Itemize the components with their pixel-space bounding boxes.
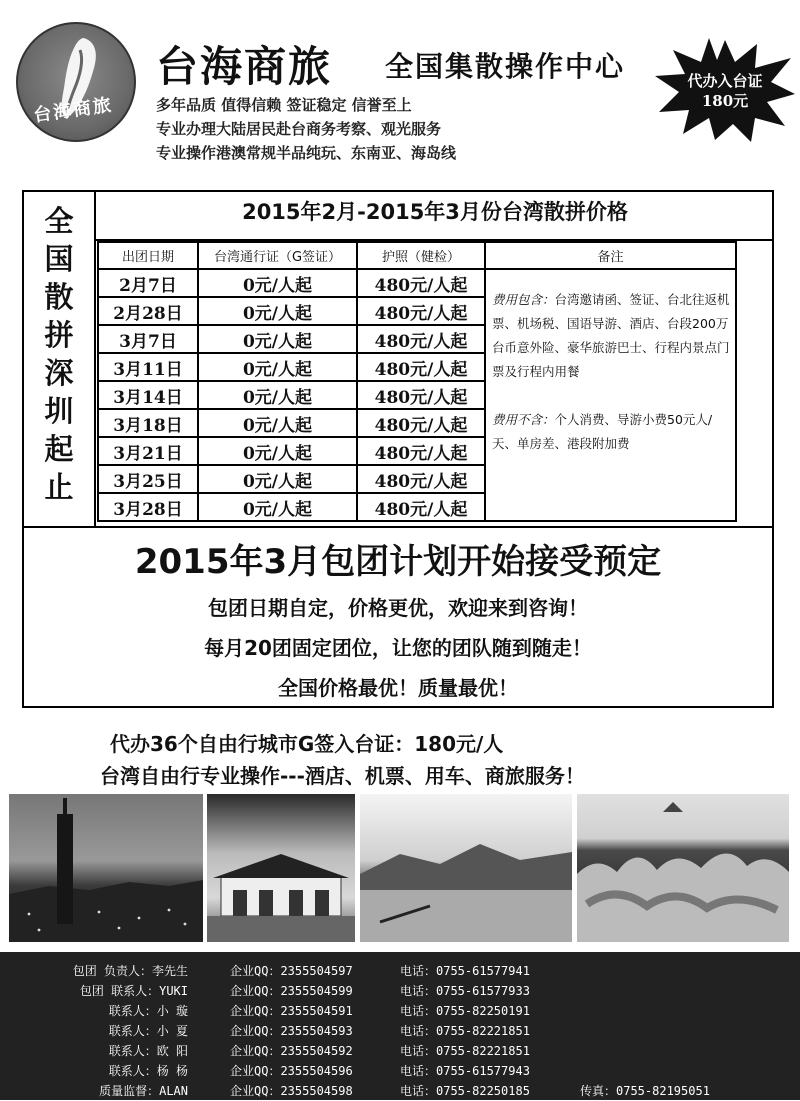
cell-passport: 480元/人起 [357, 465, 485, 493]
cell-g: 0元/人起 [198, 381, 357, 409]
contact-row [0, 1062, 800, 1081]
contact-qq: 企业QQ：2355504591 [230, 1004, 353, 1018]
contact-tel: 电话：0755-61577933 [400, 984, 530, 998]
cell-g: 0元/人起 [198, 353, 357, 381]
contact-fax: 传真：0755-82195051 [580, 1084, 710, 1098]
cell-date: 2月28日 [98, 297, 198, 325]
photo-coastal-rocks [577, 794, 789, 942]
price-table [97, 241, 737, 522]
contact-row [0, 1082, 800, 1101]
contact-row [0, 1042, 800, 1061]
col-header: 备注 [485, 242, 736, 269]
contact-role: 联系人：小 璇 [108, 1004, 188, 1018]
center-title: 全国集散操作中心 [385, 50, 626, 83]
cell-g: 0元/人起 [198, 325, 357, 353]
contact-role: 联系人：杨 杨 [108, 1064, 188, 1078]
cell-passport: 480元/人起 [357, 493, 485, 521]
cell-date: 3月21日 [98, 437, 198, 465]
cell-date: 3月11日 [98, 353, 198, 381]
cell-date: 3月14日 [98, 381, 198, 409]
side-char: 国 [44, 242, 74, 276]
cell-date: 2月7日 [98, 269, 198, 297]
side-char: 深 [44, 356, 74, 390]
contact-role: 联系人：欧 阳 [108, 1044, 188, 1058]
contact-role: 质量监督：ALAN [99, 1084, 188, 1098]
col-header: 护照（健检） [357, 242, 485, 269]
cell-g: 0元/人起 [198, 493, 357, 521]
table-row [98, 269, 736, 297]
contact-role: 包团 联系人：YUKI [79, 984, 188, 998]
contact-row [0, 1022, 800, 1041]
cell-g: 0元/人起 [198, 409, 357, 437]
contact-qq: 企业QQ：2355504599 [230, 984, 353, 998]
cell-date: 3月18日 [98, 409, 198, 437]
divider [24, 526, 772, 528]
tagline: 专业操作港澳常规半品纯玩、东南亚、海岛线 [156, 144, 457, 162]
col-header: 台湾通行证（G签证） [198, 242, 357, 269]
cell-date: 3月7日 [98, 325, 198, 353]
notes-cell [485, 269, 736, 521]
tagline: 多年品质 值得信赖 签证稳定 信誉至上 [156, 96, 412, 114]
col-header: 出团日期 [98, 242, 198, 269]
promo-line: 代办36个自由行城市G签入台证：180元/人 [110, 732, 504, 756]
promo-line: 台湾自由行专业操作---酒店、机票、用车、商旅服务！ [100, 764, 585, 788]
contact-tel: 电话：0755-82250185 [400, 1084, 530, 1098]
note-include-label: 费用包含： [492, 292, 555, 307]
group-line: 全国价格最优！质量最优！ [278, 676, 518, 700]
cell-g: 0元/人起 [198, 269, 357, 297]
cell-date: 3月25日 [98, 465, 198, 493]
contact-row [0, 1002, 800, 1021]
side-char: 拼 [44, 318, 74, 352]
cell-passport: 480元/人起 [357, 269, 485, 297]
contact-row [0, 982, 800, 1001]
contact-tel: 电话：0755-61577941 [400, 964, 530, 978]
logo-text: 台海商旅 [32, 94, 115, 127]
cell-passport: 480元/人起 [357, 325, 485, 353]
contact-role: 联系人：小 夏 [108, 1024, 188, 1038]
cell-g: 0元/人起 [198, 297, 357, 325]
cell-g: 0元/人起 [198, 437, 357, 465]
cell-passport: 480元/人起 [357, 409, 485, 437]
cell-passport: 480元/人起 [357, 297, 485, 325]
contact-footer [0, 952, 800, 1100]
group-line: 每月20团固定团位，让您的团队随到随走！ [204, 636, 592, 660]
note-include: 台湾邀请函、签证、台北往返机票、机场税、国语导游、酒店、台段200万台币意外险、豪华旅游巴士、行程内景点门票及行程内用餐 [492, 292, 730, 379]
brand-title: 台海商旅 [156, 42, 333, 91]
photo-taipei-101 [9, 794, 203, 942]
tagline: 专业办理大陆居民赴台商务考察、观光服务 [156, 120, 442, 138]
contact-qq: 企业QQ：2355504596 [230, 1064, 353, 1078]
cell-date: 3月28日 [98, 493, 198, 521]
side-char: 全 [44, 204, 74, 238]
contact-row [0, 962, 800, 981]
cell-passport: 480元/人起 [357, 381, 485, 409]
group-title: 2015年3月包团计划开始接受预定 [134, 542, 662, 582]
cell-passport: 480元/人起 [357, 437, 485, 465]
group-line: 包团日期自定，价格更优，欢迎来到咨询！ [208, 596, 588, 620]
cell-g: 0元/人起 [198, 465, 357, 493]
badge-line2: 180元 [701, 92, 749, 110]
contact-qq: 企业QQ：2355504592 [230, 1044, 353, 1058]
badge-line1: 代办入台证 [687, 72, 763, 90]
contact-role: 包团 负责人：李先生 [72, 964, 188, 978]
contact-qq: 企业QQ：2355504597 [230, 964, 353, 978]
contact-tel: 电话：0755-82250191 [400, 1004, 530, 1018]
side-char: 止 [44, 470, 74, 504]
side-char: 圳 [44, 394, 74, 428]
contact-tel: 电话：0755-61577943 [400, 1064, 530, 1078]
side-char: 散 [44, 280, 74, 314]
photo-sun-moon-lake [360, 794, 572, 942]
note-exclude-label: 费用不含： [492, 412, 555, 427]
contact-qq: 企业QQ：2355504598 [230, 1084, 353, 1098]
photo-memorial-gate [207, 794, 355, 942]
note-exclude: 个人消费、导游小费50元人/天、单房差、港段附加费 [492, 412, 713, 451]
contact-qq: 企业QQ：2355504593 [230, 1024, 353, 1038]
contact-tel: 电话：0755-82221851 [400, 1024, 530, 1038]
cell-passport: 480元/人起 [357, 353, 485, 381]
table-title: 2015年2月-2015年3月份台湾散拼价格 [242, 200, 628, 224]
contact-tel: 电话：0755-82221851 [400, 1044, 530, 1058]
side-char: 起 [44, 432, 74, 466]
side-label [24, 192, 96, 526]
